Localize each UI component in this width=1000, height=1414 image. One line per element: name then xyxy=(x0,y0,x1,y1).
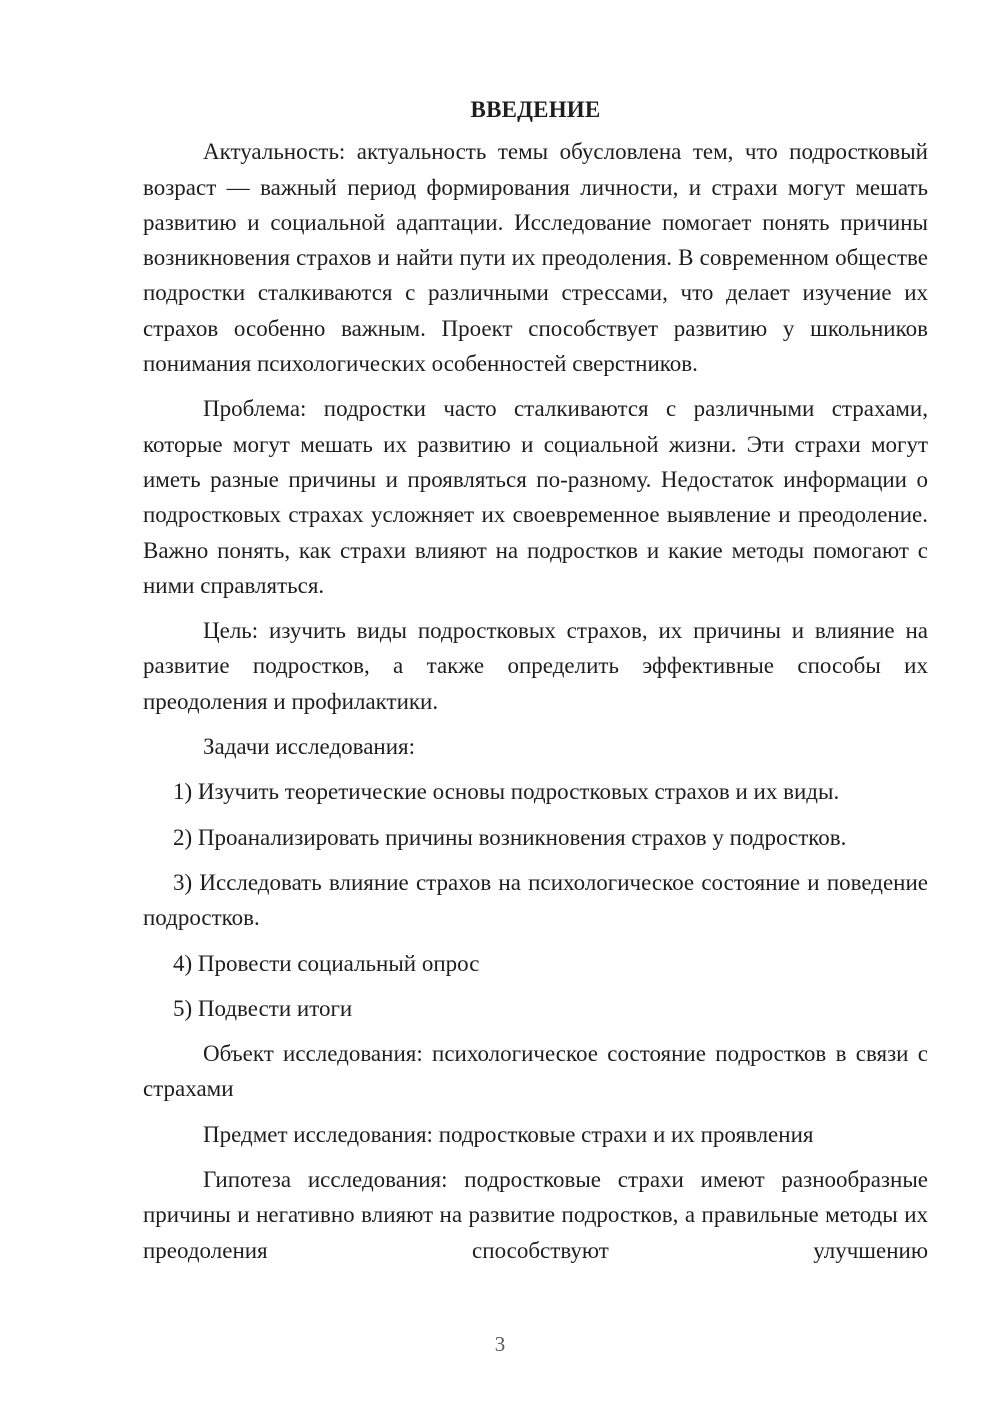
page-number: 3 xyxy=(494,1332,506,1356)
task-item-4: 4) Провести социальный опрос xyxy=(173,950,480,976)
problem-paragraph: Проблема: подростки часто сталкиваются с различными страхами, которые могут мешать их развитию и социальной жизни. Эти страхи могут иметь разные причины и проявляться по-разному. Недостаток информации о подростковых страхах усложняет их своевременное выявление и преодоление. Важно понять, как страхи влияют на подростков и какие методы помогают с ними справляться. xyxy=(143,396,928,598)
document-page xyxy=(143,92,928,1278)
object-paragraph: Объект исследования: психологическое состояние подростков в связи с страхами xyxy=(143,1041,928,1102)
subject-paragraph: Предмет исследования: подростковые страхи и их проявления xyxy=(203,1121,814,1147)
task-item-5: 5) Подвести итоги xyxy=(173,995,353,1021)
goal-paragraph: Цель: изучить виды подростковых страхов, их причины и влияние на развитие подростков, а также определить эффективные способы их преодоления и профилактики. xyxy=(143,618,928,714)
relevance-paragraph: Актуальность: актуальность темы обусловлена тем, что подростковый возраст — важный период формирования личности, и страхи могут мешать развитию и социальной адаптации. Исследование помогает понять причины возникновения страхов и найти пути их преодоления. В современном обществе подростки сталкиваются с различными стрессами, что делает изучение их страхов особенно важным. Проект способствует развитию у школьников понимания психологических особенностей сверстников. xyxy=(143,139,928,377)
task-item-3: 3) Исследовать влияние страхов на психологическое состояние и поведение подростков. xyxy=(143,869,928,931)
tasks-heading: Задачи исследования: xyxy=(203,734,416,760)
hypothesis-paragraph: Гипотеза исследования: подростковые страхи имеют разнообразные причины и негативно влияют на развитие подростков, а правильные методы их преодоления способствуют улучшению xyxy=(143,1167,928,1263)
task-item-2: 2) Проанализировать причины возникновения страхов у подростков. xyxy=(173,824,847,850)
task-item-1: 1) Изучить теоретические основы подростковых страхов и их виды. xyxy=(173,779,840,805)
section-title: ВВЕДЕНИЕ xyxy=(470,97,601,122)
